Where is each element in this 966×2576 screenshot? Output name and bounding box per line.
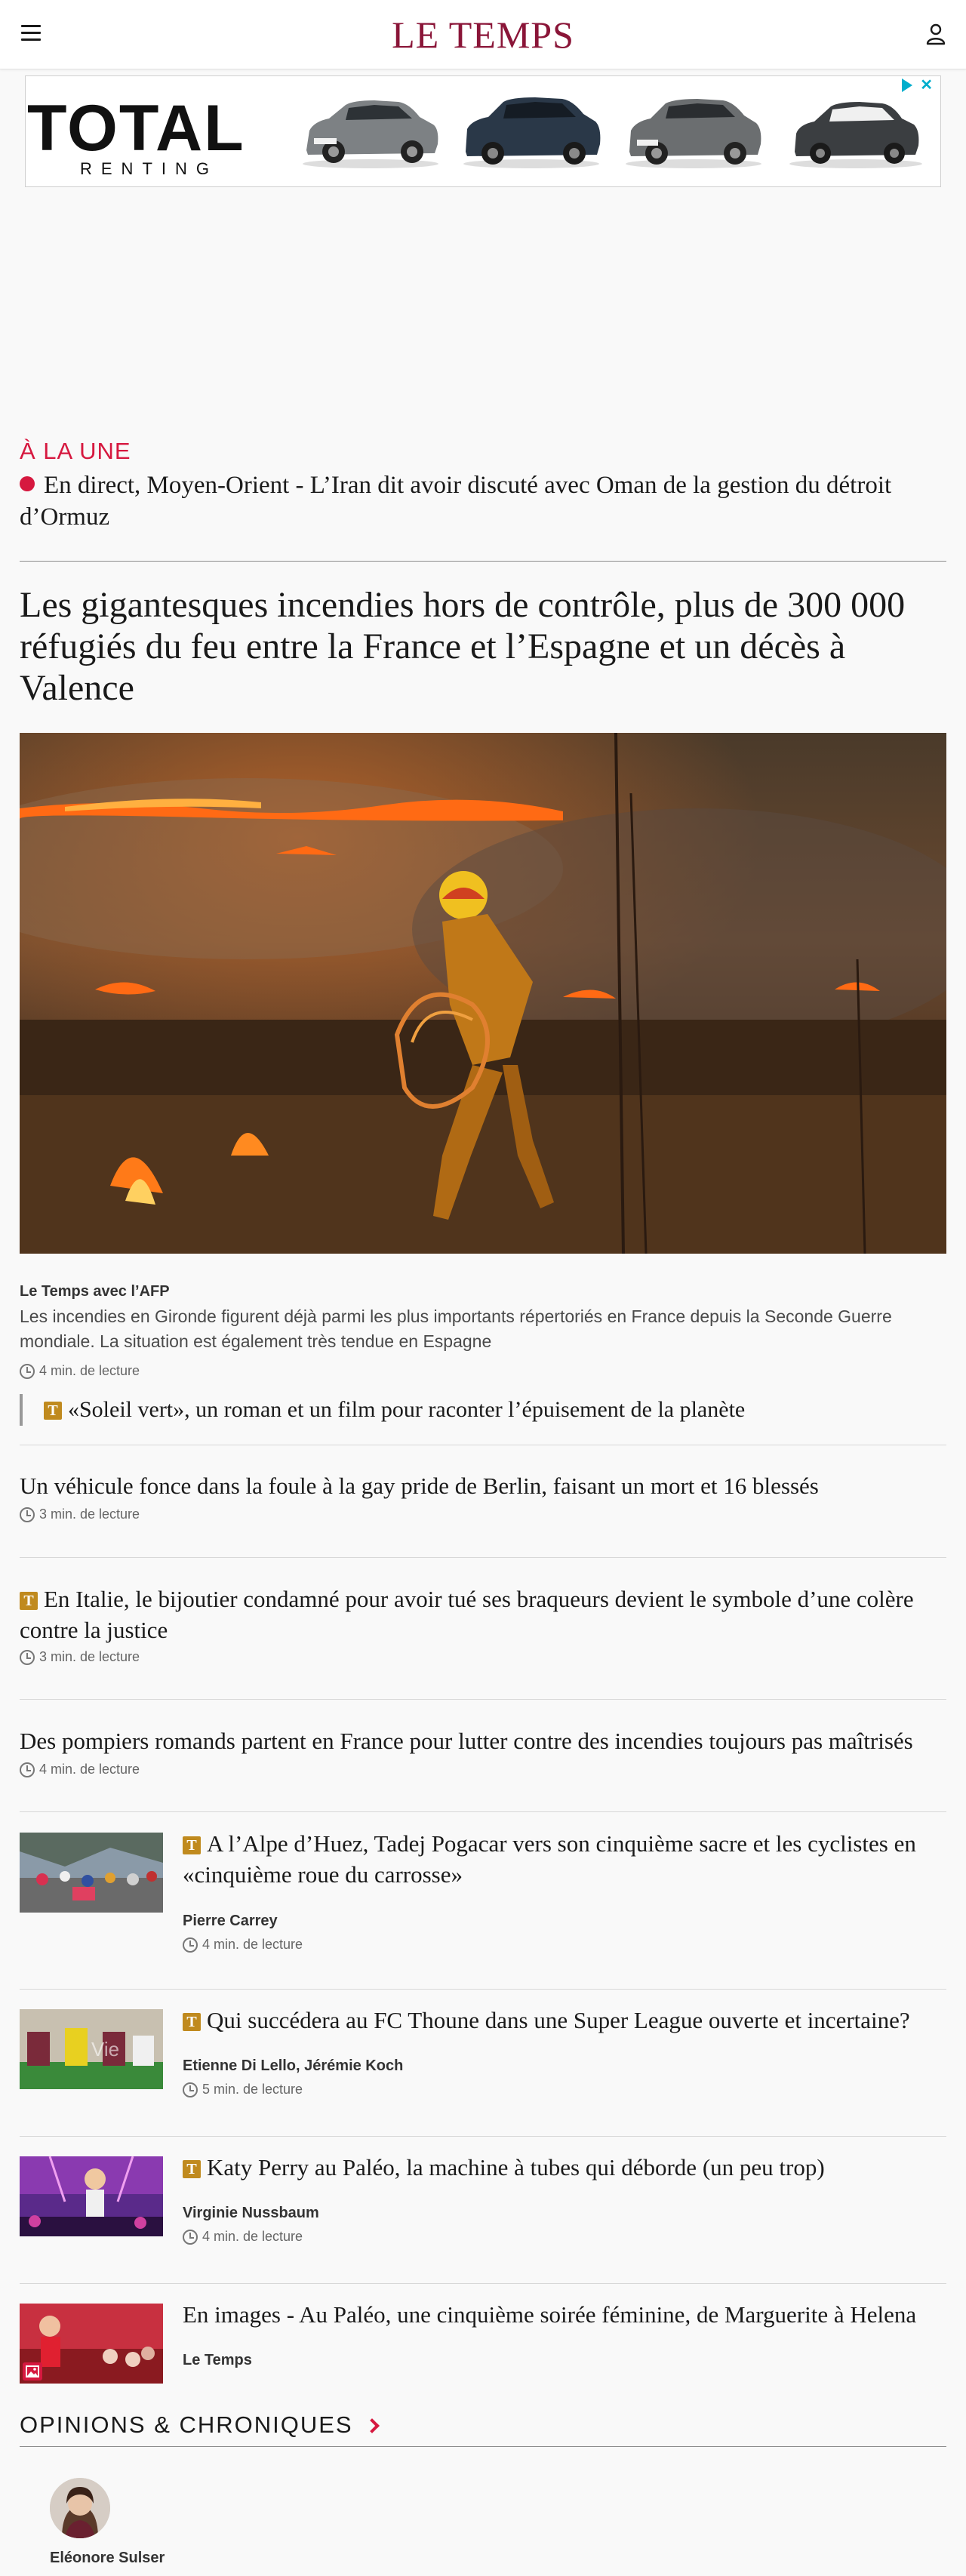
read-time — [183, 2229, 303, 2245]
article-card[interactable] — [20, 1830, 946, 1961]
clock-icon — [183, 2230, 198, 2245]
divider — [20, 2283, 946, 2284]
article-title-text: Katy Perry au Paléo, la machine à tubes qui déborde (un peu trop) — [207, 2154, 825, 2181]
article-title[interactable] — [20, 1583, 948, 1645]
clock-icon — [183, 1937, 198, 1953]
article-author: Etienne Di Lello, Jérémie Koch — [183, 2057, 404, 2074]
article-lead[interactable]: Les incendies en Gironde figurent déjà parmi les plus importants répertoriés en France depuis la Seconde Guerre mondiale. La situation est également très tendue en Espagne — [20, 1306, 892, 1351]
divider — [20, 561, 946, 562]
section-opinions-label: OPINIONS & CHRONIQUES — [20, 2411, 353, 2438]
article-card[interactable] — [20, 2156, 946, 2254]
article-title — [183, 2005, 945, 2036]
divider — [20, 1557, 946, 1558]
divider — [20, 1699, 946, 1700]
article-card[interactable] — [20, 2009, 946, 2107]
car-image — [299, 91, 442, 170]
read-time — [183, 2082, 303, 2097]
read-time-label: 4 min. de lecture — [39, 1762, 140, 1777]
divider — [20, 2136, 946, 2137]
premium-icon: T — [183, 1836, 201, 1854]
ad-controls — [902, 78, 933, 93]
car-image — [622, 91, 765, 170]
clock-icon — [20, 1650, 35, 1665]
article-title-text: Qui succédera au FC Thoune dans une Super League ouverte et incertaine? — [207, 2007, 910, 2033]
article-card[interactable] — [20, 2301, 946, 2387]
live-news-link[interactable] — [20, 469, 948, 533]
section-opinions-link[interactable] — [20, 2411, 377, 2439]
advertisement-banner[interactable] — [25, 75, 941, 187]
live-news-text: En direct, Moyen-Orient - L’Iran dit avoir discuté avec Oman de la gestion du détroit d’Ormuz — [20, 472, 892, 531]
site-logo[interactable]: LE TEMPS — [392, 14, 574, 56]
article-title[interactable]: Des pompiers romands partent en France pour lutter contre des incendies toujours pas maîtrisés — [20, 1728, 913, 1754]
article-title[interactable]: Un véhicule fonce dans la foule à la gay pride de Berlin, faisant un mort et 16 blessés — [20, 1473, 819, 1499]
related-article-link[interactable] — [20, 1394, 946, 1426]
read-time-label: 4 min. de lecture — [39, 1363, 140, 1378]
read-time-label: 3 min. de lecture — [39, 1507, 140, 1522]
divider — [20, 1989, 946, 1990]
divider — [20, 1811, 946, 1812]
read-time — [20, 1507, 140, 1522]
article-byline: Le Temps avec l’AFP — [20, 1283, 170, 1300]
ad-brand-name: TOTAL — [27, 92, 245, 165]
article-author: Le Temps — [183, 2352, 252, 2368]
clock-icon — [183, 2082, 198, 2097]
article-title-text: En Italie, le bijoutier condamné pour avoir tué ses braqueurs devient le symbole d’une colère contre la justice — [20, 1586, 914, 1643]
article-author: Virginie Nussbaum — [183, 2205, 319, 2221]
read-time — [20, 1363, 140, 1379]
ad-close-icon[interactable]: ✕ — [920, 77, 933, 94]
article-title-text: A l’Alpe d’Huez, Tadej Pogacar vers son cinquième sacre et les cyclistes en «cinquième roue du carrosse» — [183, 1830, 916, 1888]
hero-image-wildfire[interactable] — [20, 733, 946, 1254]
article-thumbnail[interactable] — [20, 2009, 163, 2089]
premium-icon: T — [20, 1592, 38, 1610]
related-article-title: «Soleil vert», un roman et un film pour raconter l’épuisement de la planète — [68, 1397, 746, 1422]
clock-icon — [20, 1364, 35, 1379]
car-image — [460, 91, 603, 170]
car-image — [784, 91, 928, 170]
article-thumbnail[interactable] — [20, 2156, 163, 2236]
premium-icon: T — [44, 1402, 62, 1420]
read-time-label: 3 min. de lecture — [39, 1649, 140, 1664]
read-time-label: 5 min. de lecture — [202, 2082, 303, 2097]
divider — [20, 2446, 946, 2447]
read-time — [183, 1937, 303, 1953]
read-time-label: 4 min. de lecture — [202, 1937, 303, 1952]
clock-icon — [20, 1762, 35, 1777]
read-time-label: 4 min. de lecture — [202, 2229, 303, 2244]
premium-icon: T — [183, 2013, 201, 2031]
main-headline[interactable]: Les gigantesques incendies hors de contrôle, plus de 300 000 réfugiés du feu entre la France et l’Espagne et un décès à Valence — [20, 585, 906, 708]
avatar[interactable] — [50, 2478, 110, 2538]
svg-text:Vie: Vie — [91, 2038, 120, 2060]
author-name[interactable]: Eléonore Sulser — [50, 2550, 165, 2566]
article-title — [183, 1828, 945, 1890]
ad-tagline: RENTING — [80, 159, 218, 178]
ad-brand-logo — [27, 92, 299, 179]
article-title — [183, 2152, 945, 2183]
read-time — [20, 1649, 140, 1665]
article-author: Pierre Carrey — [183, 1913, 278, 1929]
site-header — [0, 0, 966, 69]
premium-icon: T — [183, 2160, 201, 2178]
live-dot-icon — [20, 476, 35, 491]
chevron-right-icon — [365, 2418, 380, 2433]
read-time — [20, 1762, 140, 1777]
clock-icon — [20, 1507, 35, 1522]
adchoices-play-icon[interactable] — [902, 78, 912, 92]
gallery-icon — [23, 2362, 42, 2381]
article-thumbnail[interactable] — [20, 1833, 163, 1913]
user-account-icon[interactable] — [925, 23, 946, 45]
article-title: En images - Au Paléo, une cinquième soirée féminine, de Marguerite à Helena — [183, 2301, 917, 2328]
section-label-a-la-une[interactable]: À LA UNE — [20, 438, 131, 464]
